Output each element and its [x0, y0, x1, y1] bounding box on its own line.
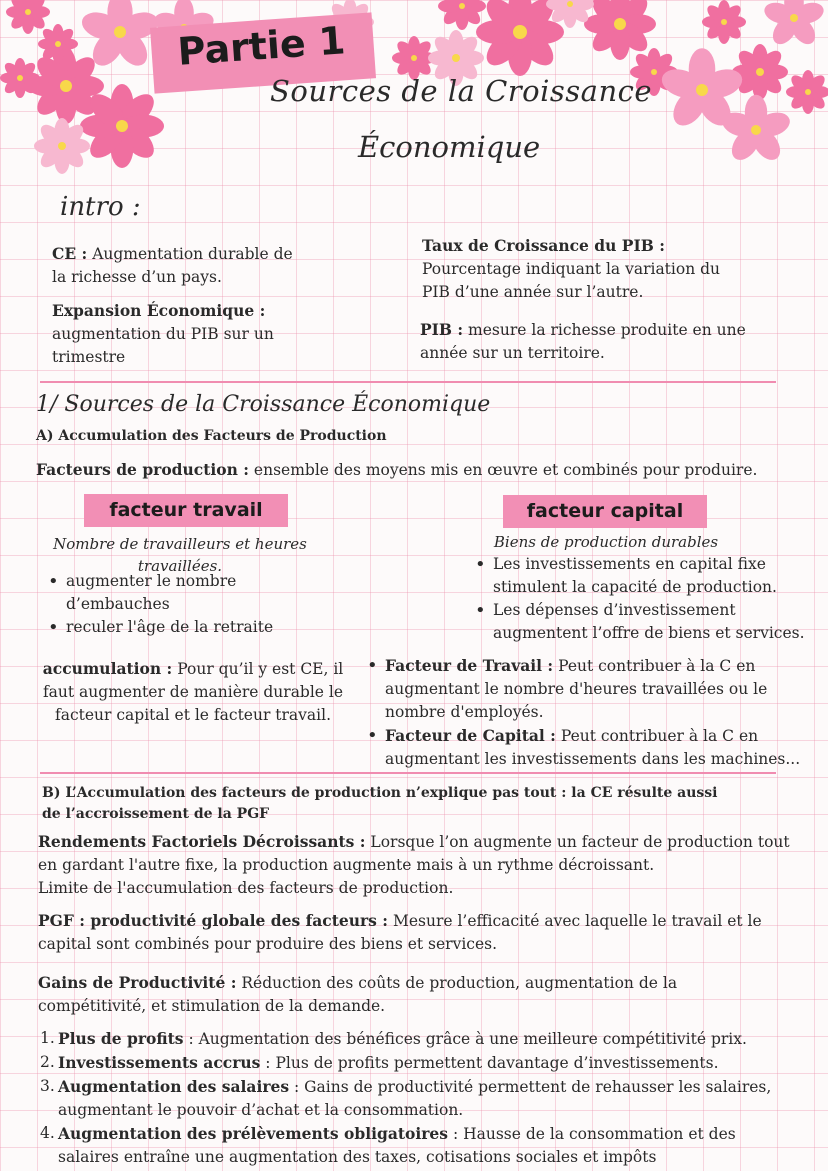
definition-text: augmentation du PIB sur un trimestre	[52, 325, 274, 366]
list-item-text: : Gains de productivité permettent de rehausser les salaires, augmentant le pouvoir d’achat et la consommation.	[58, 1078, 772, 1119]
list-item	[40, 1051, 780, 1075]
list-item-text: Peut contribuer à la C en augmentant les investissements dans les machines...	[385, 727, 801, 768]
list-item	[359, 724, 809, 771]
definition-term: CE :	[52, 244, 88, 263]
facteur-capital-description: Biens de production durables	[493, 533, 719, 551]
facteur-capital-list	[467, 553, 812, 645]
page-title-line1: Sources de la Croissance	[270, 74, 653, 108]
list-item-term: Facteur de Capital :	[385, 726, 556, 745]
definition-term: Rendements Factoriels Décroissants :	[38, 832, 366, 851]
list-item: • reculer l'âge de la retraite	[40, 616, 280, 639]
definition-taux-croissance	[422, 234, 742, 304]
definition-accumulation	[38, 657, 348, 727]
section-b-heading: B) L’Accumulation des facteurs de production n’explique pas tout : la CE résulte aussi de l’accroissement de la PGF	[42, 785, 718, 822]
divider	[40, 772, 776, 774]
definition-pgf	[38, 909, 768, 956]
list-item-term: Augmentation des prélèvements obligatoires	[58, 1124, 449, 1143]
definition-text: mesure la richesse produite en une année sur un territoire.	[420, 321, 746, 362]
definition-text: Augmentation durable de la richesse d’un pays.	[52, 245, 293, 286]
section-a-heading: A) Accumulation des Facteurs de Production	[36, 428, 387, 444]
definition-term: accumulation :	[42, 659, 173, 678]
list-number: 3.	[40, 1077, 55, 1095]
list-item-text: Peut contribuer à la C en augmentant le nombre d'heures travaillées ou le nombre d'employés.	[385, 657, 768, 721]
list-item-term: Plus de profits	[58, 1029, 184, 1048]
tag-facteur-travail: facteur travail	[84, 494, 288, 527]
intro-label: intro :	[60, 192, 141, 222]
list-item-term: Facteur de Travail :	[385, 656, 554, 675]
definition-text: Pour qu’il y est CE, il faut augmenter de manière durable le facteur capital et le facteur travail.	[42, 660, 344, 724]
definition-term: PGF : productivité globale des facteurs :	[38, 911, 389, 930]
definition-text: Réduction des coûts de production, augmentation de la compétitivité, et stimulation de la demande.	[38, 974, 678, 1015]
definition-gains-productivite	[38, 971, 698, 1018]
facteur-travail-description: Nombre de travailleurs et heures travaillées.	[53, 535, 307, 575]
definition-text: ensemble des moyens mis en œuvre et combinés pour produire.	[248, 461, 758, 479]
contribution-list	[359, 654, 809, 771]
definition-term: Facteurs de production :	[36, 460, 249, 479]
definition-ce	[52, 242, 307, 289]
list-item-text: : Plus de profits permettent davantage d’investissements.	[260, 1054, 719, 1072]
list-item-term: Augmentation des salaires	[58, 1077, 290, 1096]
list-item: • augmenter le nombre d’embauches	[40, 570, 280, 616]
definition-text: Mesure l’efficacité avec laquelle le travail et le capital sont combinés pour produire des biens et services.	[38, 912, 762, 953]
list-item	[40, 1122, 780, 1169]
list-item-term: Investissements accrus	[58, 1053, 261, 1072]
definition-term: PIB :	[420, 320, 464, 339]
list-item	[40, 1027, 780, 1051]
divider	[40, 381, 776, 383]
definition-term: Gains de Productivité :	[38, 973, 237, 992]
section-1-title: 1/ Sources de la Croissance Économique	[36, 392, 491, 417]
definition-facteurs-production	[36, 458, 796, 482]
definition-text: Lorsque l’on augmente un facteur de production tout en gardant l'autre fixe, la production augmente mais à un rythme décroissant.	[38, 833, 790, 874]
definition-term: Expansion Économique :	[52, 301, 266, 320]
page-title-line2: Économique	[358, 130, 541, 164]
tag-facteur-capital: facteur capital	[503, 495, 707, 528]
list-number: 2.	[40, 1053, 55, 1071]
list-item: • Les investissements en capital fixe stimulent la capacité de production.	[467, 553, 812, 599]
list-item	[40, 1075, 780, 1122]
gains-list	[40, 1027, 780, 1169]
definition-term: Taux de Croissance du PIB :	[422, 236, 665, 255]
definition-rendements	[38, 830, 798, 900]
definition-expansion	[52, 299, 307, 369]
definition-text: Pourcentage indiquant la variation du PIB d’une année sur l’autre.	[422, 260, 721, 301]
list-item: • Les dépenses d’investissement augmentent l’offre de biens et services.	[467, 599, 812, 645]
partie-badge-label: Partie 1	[176, 18, 347, 74]
definition-note: Limite de l'accumulation des facteurs de production.	[38, 879, 454, 897]
facteur-travail-list	[40, 570, 280, 639]
definition-pib	[420, 318, 760, 365]
list-number: 4.	[40, 1124, 55, 1142]
list-item	[359, 654, 809, 724]
list-item-text: : Augmentation des bénéfices grâce à une meilleure compétitivité prix.	[183, 1030, 747, 1048]
list-item-text: : Hausse de la consommation et des salaires entraîne une augmentation des taxes, cotisations sociales et impôts	[58, 1125, 736, 1166]
list-number: 1.	[40, 1029, 55, 1047]
